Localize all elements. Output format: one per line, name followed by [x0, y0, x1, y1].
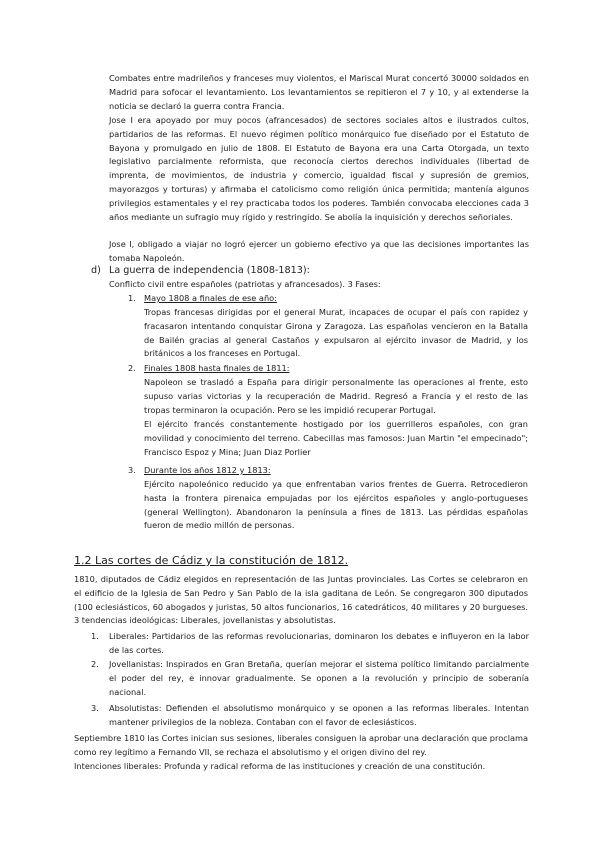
phase-2-number: 2.	[128, 363, 136, 373]
tendency-1-number: 1.	[91, 631, 99, 641]
phase-3-title: Durante los años 1812 y 1813:	[144, 465, 271, 475]
war-subtitle: Conflicto civil entre españoles (patriotas y afrancesados). 3 Fases:	[109, 279, 381, 289]
phase-3-number: 3.	[128, 465, 136, 475]
war-heading: La guerra de independencia (1808-1813):	[109, 265, 310, 276]
phase-2-paragraph-1: Napoleon se trasladó a España para dirigir personalmente las operaciones al frente, esto supuso varias victorias y la recuperación de Madrid. Regresó a Francia y el resto de las tropas terminaron la ocupación. Pero se les impidió recuperar Portugal.	[144, 377, 528, 415]
phase-1-number: 1.	[128, 293, 136, 303]
tendency-3-text: Absolutistas: Defienden el absolutismo monárquico y se oponen a las reformas liberales. Intentan mantener privilegios de la nobleza. Contaban con el favor de eclesiásticos.	[109, 703, 529, 727]
intro-paragraph-2: Jose I era apoyado por muy pocos (afrancesados) de sectores sociales altos e ilustrados cultos, partidarios de las reformas. El nuevo régimen político monárquico fue diseñado por el Estatuto de Bayona y promulgado en julio de 1808. El Estatuto de Bayona era una Carta Otorgada, un texto legislativo parcialmente reformista, que reconocía ciertos derechos individuales (libertad de imprenta, de movimientos, de industria y comercio, igualdad fiscal y supresión de gremios, mayorazgos y torturas) y afirmaba el catolicismo como religión única permitida; mantenía algunos privilegios estamentales y el rey practicaba todos los poderes. También convocaba elecciones cada 3 años mediante un sufragio muy rígido y restringido. Se abolía la inquisición y derechos señoriales.	[109, 115, 529, 222]
intro-paragraph-3: Jose I, obligado a viajar no logró ejercer un gobierno efectivo ya que las decisiones importantes las tomaba Napoleón.	[109, 239, 529, 263]
phase-2-title: Finales 1808 hasta finales de 1811:	[144, 363, 290, 373]
war-section-marker: d)	[91, 265, 101, 276]
phase-1-paragraph: Tropas francesas dirigidas por el general Murat, incapaces de ocupar el país con rapidez y fracasaron intentando conquistar Girona y Zaragoza. Las españolas vencieron en la Batalla de Bailén gracias al general Castaños y expulsaron al ejército invasor de Madrid, y los británicos a los franceses en Portugal.	[144, 307, 528, 359]
cortes-september-paragraph: Septiembre 1810 las Cortes inician sus sesiones, liberales consiguen la aprobar una declaración que proclama como rey legítimo a Fernando VII, se rechaza el absolutismo y el origen divino del rey.	[74, 733, 528, 757]
phase-3-paragraph: Ejército napoleónico reducido ya que enfrentaban varios frentes de Guerra. Retrocedieron hasta la frontera pirenaica empujadas por los ejércitos españoles y anglo-portugueses (general Wellington). Abandonaron la península a fines de 1813. Las pérdidas españolas fueron de medio millón de personas.	[144, 479, 528, 531]
phase-1-title: Mayo 1808 a finales de ese año:	[144, 293, 277, 303]
cortes-intro: 1810, diputados de Cádiz elegidos en representación de las Juntas provinciales. Las Cortes se celebraron en el edificio de la Iglesia de San Pedro y San Pablo de la isla gaditana de León. Se congregaron 300 diputados (100 eclesiásticos, 60 abogados y juristas, 50 altos funcionarios, 16 catedráticos, 40 militares y 20 burgueses. 3 tendencias ideológicas: Liberales, jovellanistas y absolutistas.	[74, 574, 528, 626]
intro-paragraph-1: Combates entre madrileños y franceses muy violentos, el Mariscal Murat concertó 30000 soldados en Madrid para sofocar el levantamiento. Los levantamientos se repitieron el 7 y 10, y al extenderse la noticia se declaró la guerra contra Francia.	[109, 73, 529, 111]
tendency-2-number: 2.	[91, 659, 99, 669]
tendency-1-text: Liberales: Partidarios de las reformas revolucionarias, dominaron los debates e influyeron en la labor de las cortes.	[109, 631, 529, 655]
tendency-3-number: 3.	[91, 703, 99, 713]
cortes-liberal-intentions: Intenciones liberales: Profunda y radical reforma de las instituciones y creación de una constitución.	[74, 761, 486, 771]
section-heading-cortes: 1.2 Las cortes de Cádiz y la constitución de 1812.	[74, 554, 349, 567]
phase-2-paragraph-2: El ejército francés constantemente hostigado por los guerrilleros españoles, con gran movilidad y conocimiento del terreno. Cabecillas mas famosos: Juan Martin "el empecinado"; Francisco Espoz y Mina; Juan Diaz Porlier	[144, 419, 528, 457]
tendency-2-text: Jovellanistas: Inspirados en Gran Bretaña, querían mejorar el sistema político limitando parcialmente el poder del rey, e innovar gradualmente. Se oponen a la revolución y principio de soberanía nacional.	[109, 659, 529, 697]
